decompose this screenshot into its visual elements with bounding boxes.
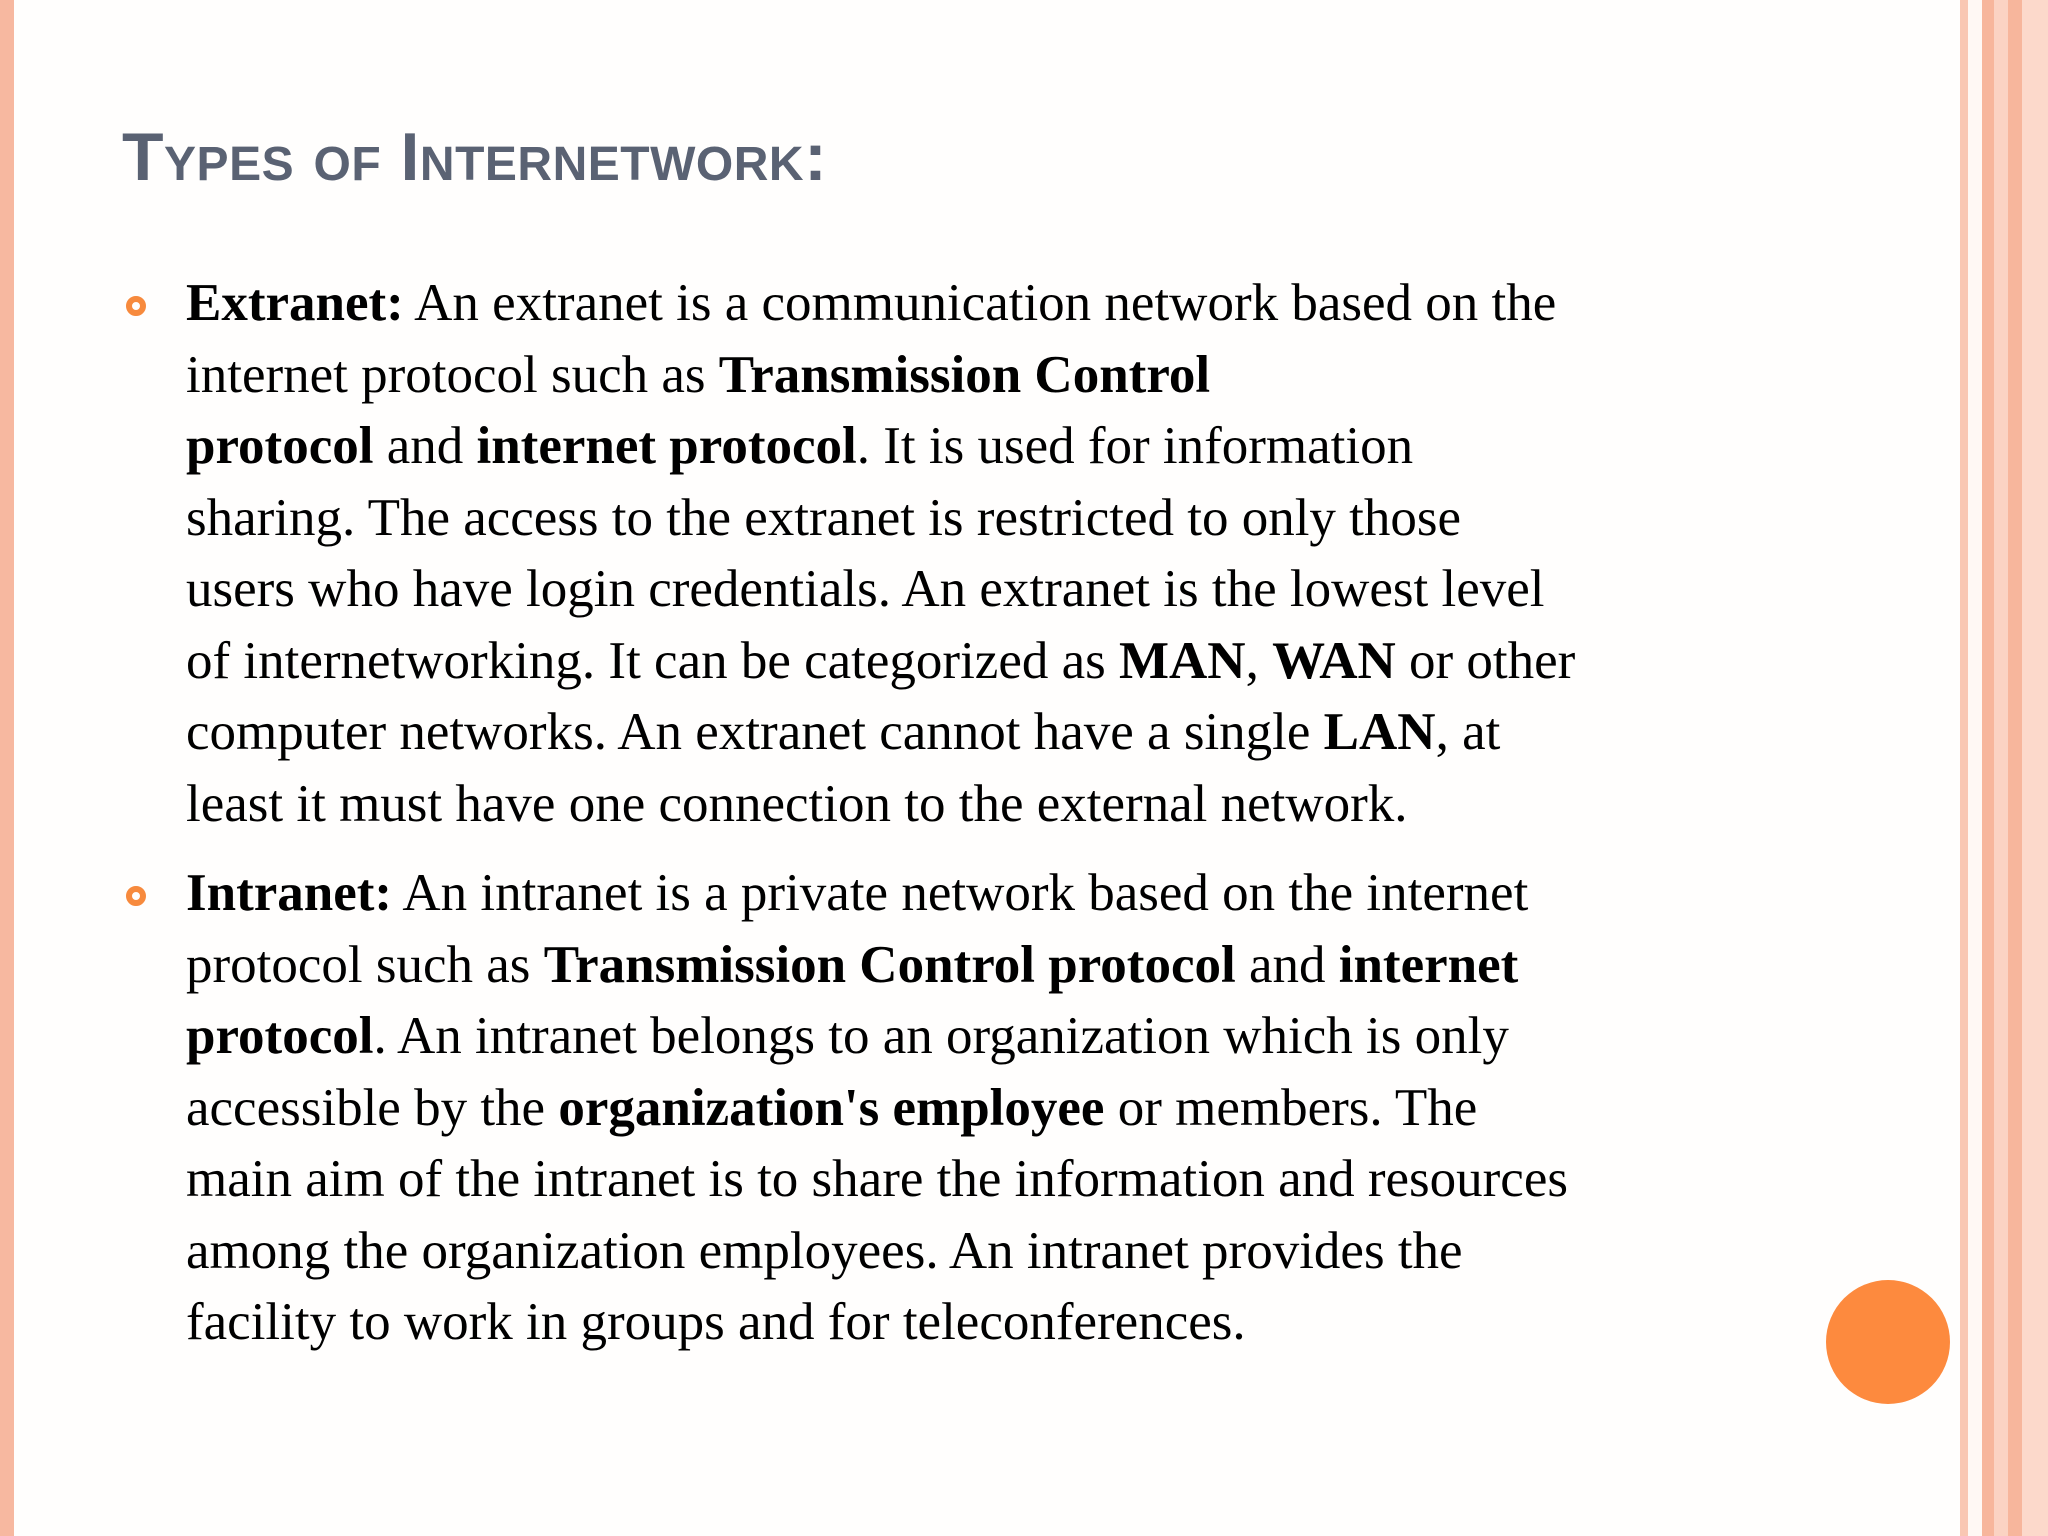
bold-term: WAN <box>1272 631 1396 690</box>
text-run: protocol such as <box>186 935 544 994</box>
text-line <box>186 1287 1786 1359</box>
text-run: An extranet is a communication network based on the <box>403 274 1557 332</box>
bullet-item-intranet <box>186 858 1786 1359</box>
text-line <box>186 268 1786 340</box>
text-run: . An intranet belongs to an organization which is only <box>373 1007 1509 1065</box>
text-run: users who have login credentials. An extranet is the lowest level <box>186 560 1545 618</box>
bold-term: Transmission Control protocol <box>543 935 1236 994</box>
text-run: . It is used for information <box>856 417 1414 475</box>
bold-term: protocol <box>186 417 374 475</box>
bold-term: organization's employee <box>558 1078 1105 1137</box>
right-border-stripe <box>1982 0 1994 1536</box>
text-line <box>186 858 1786 930</box>
left-edge-stripe <box>0 0 14 1536</box>
text-run: and <box>1235 935 1339 994</box>
bold-term: Intranet: <box>186 864 393 922</box>
text-line <box>186 1144 1786 1216</box>
text-run: facility to work in groups and for teleconferences. <box>186 1293 1246 1351</box>
bold-term: MAN <box>1119 631 1246 690</box>
text-run: , <box>1245 631 1273 690</box>
decorative-orange-circle <box>1826 1280 1950 1404</box>
text-run: main aim of the intranet is to share the information and resources <box>186 1150 1568 1208</box>
right-border-stripe <box>1960 0 1968 1536</box>
bullet-text <box>186 858 1786 1359</box>
text-line <box>186 930 1786 1002</box>
text-line <box>186 626 1786 698</box>
text-line <box>186 483 1786 555</box>
text-run: least it must have one connection to the external network. <box>186 774 1408 833</box>
text-line <box>186 340 1786 412</box>
text-run: of internetworking. It can be categorized as <box>186 631 1119 690</box>
text-run: internet protocol such as <box>186 345 719 404</box>
text-line <box>186 769 1786 841</box>
bullet-circle-icon <box>126 886 146 906</box>
text-run: computer networks. An extranet cannot have a single <box>186 703 1324 761</box>
text-run: , at <box>1435 703 1501 761</box>
bold-term: LAN <box>1323 703 1436 761</box>
text-line <box>186 411 1786 483</box>
text-line <box>186 697 1786 769</box>
right-border-stripe <box>2008 0 2022 1536</box>
bullet-list <box>186 268 1786 1377</box>
text-line <box>186 1216 1786 1288</box>
bullet-item-extranet <box>186 268 1786 840</box>
right-border-gap <box>1968 0 1982 1536</box>
text-run: accessible by the <box>186 1078 559 1137</box>
right-border-stripe <box>1994 0 2008 1536</box>
text-run: An intranet is a private network based on the internet <box>392 864 1529 922</box>
bullet-text <box>186 268 1786 840</box>
bullet-circle-icon <box>126 296 146 316</box>
text-line <box>186 1001 1786 1073</box>
slide-title: Types of Internetwork: <box>122 119 828 195</box>
text-run: or members. The <box>1104 1078 1478 1137</box>
bold-term: internet protocol <box>476 417 857 475</box>
text-run: sharing. The access to the extranet is restricted to only those <box>186 488 1462 547</box>
text-line <box>186 1073 1786 1145</box>
text-run: or other <box>1395 631 1576 690</box>
bold-term: internet <box>1338 935 1519 994</box>
right-border-stripe <box>2022 0 2048 1536</box>
bold-term: protocol <box>186 1007 374 1065</box>
text-line <box>186 554 1786 626</box>
text-run: and <box>373 417 477 475</box>
text-run: among the organization employees. An intranet provides the <box>186 1221 1463 1280</box>
bold-term: Extranet: <box>186 274 404 332</box>
bold-term: Transmission Control <box>718 345 1211 404</box>
